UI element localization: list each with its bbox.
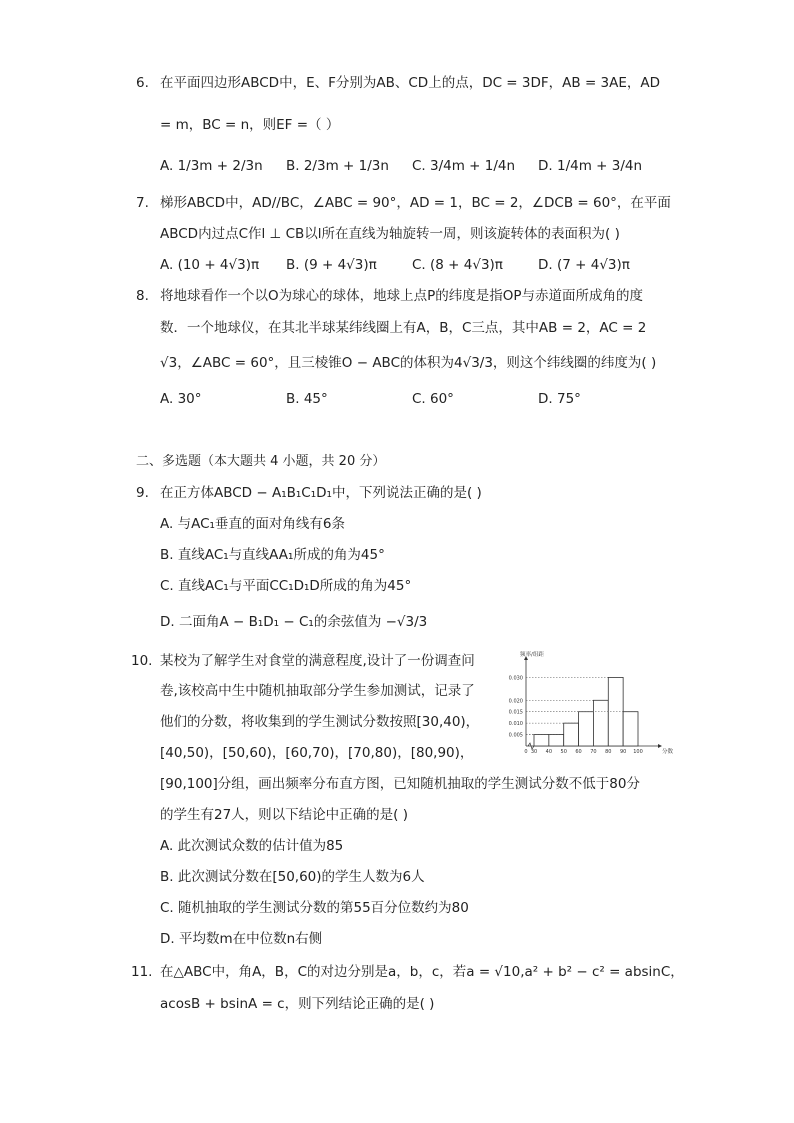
q10-stem-line3: 他们的分数，将收集到的学生测试分数按照[30,40)， — [160, 714, 480, 730]
histogram-bar — [593, 700, 608, 746]
q6-option-c[interactable]: C. 3/4m + 1/4n — [412, 158, 516, 174]
q8-number: 8. — [136, 288, 149, 304]
y-axis-label: 频率/组距 — [520, 652, 544, 658]
q10-stem-line6: 的学生有27人，则以下结论中正确的是( ) — [160, 807, 409, 823]
x-tick-label: 80 — [605, 749, 612, 755]
q10-stem-line1: 某校为了解学生对食堂的满意程度,设计了一份调查问 — [160, 653, 475, 669]
y-tick-label: 0.015 — [508, 709, 523, 716]
q10-stem-line4: [40,50)，[50,60)，[60,70)，[70,80)，[80,90)， — [160, 745, 474, 761]
frequency-histogram — [498, 650, 674, 765]
x-tick-label: 50 — [560, 749, 567, 755]
x-axis-arrow — [658, 744, 662, 748]
q10-option-a[interactable]: A. 此次测试众数的估计值为85 — [160, 838, 344, 854]
q9-stem-line1: 在正方体ABCD − A₁B₁C₁D₁中，下列说法正确的是( ) — [160, 485, 482, 501]
y-tick-label: 0.005 — [508, 732, 523, 739]
q7-option-d[interactable]: D. (7 + 4√3)π — [538, 257, 630, 273]
x-tick-label: 100 — [633, 749, 643, 755]
q7-number: 7. — [136, 195, 149, 211]
y-tick-label: 0.010 — [508, 721, 523, 728]
histogram-bar — [534, 735, 549, 746]
y-tick-label: 0.020 — [508, 698, 523, 705]
q6-option-a[interactable]: A. 1/3m + 2/3n — [160, 158, 263, 174]
q8-option-a[interactable]: A. 30° — [160, 391, 202, 407]
histogram-bar — [623, 712, 638, 746]
q9-option-c[interactable]: C. 直线AC₁与平面CC₁D₁D所成的角为45° — [160, 578, 412, 594]
q6-number: 6. — [136, 75, 149, 91]
q9-number: 9. — [136, 485, 149, 501]
q7-option-c[interactable]: C. (8 + 4√3)π — [412, 257, 503, 273]
q7-stem-line2: ABCD内过点C作l ⊥ CB以l所在直线为轴旋转一周，则该旋转体的表面积为( ) — [160, 226, 620, 242]
y-tick-label: 0.030 — [508, 675, 523, 682]
q7-option-b[interactable]: B. (9 + 4√3)π — [286, 257, 377, 273]
q6-stem-line1: 在平面四边形ABCD中，E、F分别为AB、CD上的点，DC = 3DF，AB = 3AE，AD — [160, 75, 661, 91]
q11-number: 11. — [131, 964, 153, 980]
q9-option-a[interactable]: A. 与AC₁垂直的面对角线有6条 — [160, 516, 346, 532]
q6-option-b[interactable]: B. 2/3m + 1/3n — [286, 158, 389, 174]
q10-stem-line2: 卷,该校高中生中随机抽取部分学生参加测试，记录了 — [160, 683, 475, 699]
q6-option-d[interactable]: D. 1/4m + 3/4n — [538, 158, 643, 174]
x-tick-label: 60 — [575, 749, 582, 755]
histogram-bar — [579, 712, 594, 746]
x-tick-label: 90 — [619, 749, 627, 755]
q10-number: 10. — [131, 653, 153, 669]
q8-stem-line1: 将地球看作一个以O为球心的球体，地球上点P的纬度是指OP与赤道面所成角的度 — [160, 288, 644, 304]
histogram-bar — [549, 735, 564, 746]
q9-option-d[interactable]: D. 二面角A − B₁D₁ − C₁的余弦值为 −√3/3 — [160, 614, 428, 630]
x-tick-label: 40 — [545, 749, 553, 755]
x-tick-label: 0 — [524, 749, 528, 755]
q10-option-b[interactable]: B. 此次测试分数在[50,60)的学生人数为6人 — [160, 869, 425, 885]
q10-option-d[interactable]: D. 平均数m在中位数n右侧 — [160, 931, 323, 947]
q8-option-b[interactable]: B. 45° — [286, 391, 328, 407]
q7-option-a[interactable]: A. (10 + 4√3)π — [160, 257, 260, 273]
q8-stem-line2: 数．一个地球仪，在其北半球某纬线圈上有A，B，C三点，其中AB = 2，AC = 2 — [160, 320, 647, 336]
x-axis-label: 分数 — [662, 749, 674, 755]
histogram-bar — [564, 723, 579, 746]
q8-option-c[interactable]: C. 60° — [412, 391, 454, 407]
q7-stem-line1: 梯形ABCD中，AD//BC，∠ABC = 90°，AD = 1，BC = 2，∠DCB = 60°，在平面 — [160, 195, 671, 211]
q11-stem-line2: acosB + bsinA = c，则下列结论正确的是( ) — [160, 996, 435, 1012]
x-tick-label: 30 — [530, 749, 538, 755]
q6-stem-line2: = m，BC = n，则EF =（ ） — [160, 117, 340, 133]
section-heading-multi-choice: 二、多选题（本大题共 4 小题，共 20 分） — [136, 454, 386, 469]
q8-option-d[interactable]: D. 75° — [538, 391, 581, 407]
q10-stem-line5: [90,100]分组，画出频率分布直方图，已知随机抽取的学生测试分数不低于80分 — [160, 776, 640, 792]
q11-stem-line1: 在△ABC中，角A，B，C的对边分别是a，b，c，若a = √10,a² + b² − c² = absinC， — [160, 964, 684, 980]
q9-option-b[interactable]: B. 直线AC₁与直线AA₁所成的角为45° — [160, 547, 385, 563]
q10-option-c[interactable]: C. 随机抽取的学生测试分数的第55百分位数约为80 — [160, 900, 469, 916]
x-tick-label: 70 — [590, 749, 597, 755]
q8-stem-line3: √3，∠ABC = 60°，且三棱锥O − ABC的体积为4√3/3，则这个纬线圈的纬度为( ) — [160, 355, 657, 371]
